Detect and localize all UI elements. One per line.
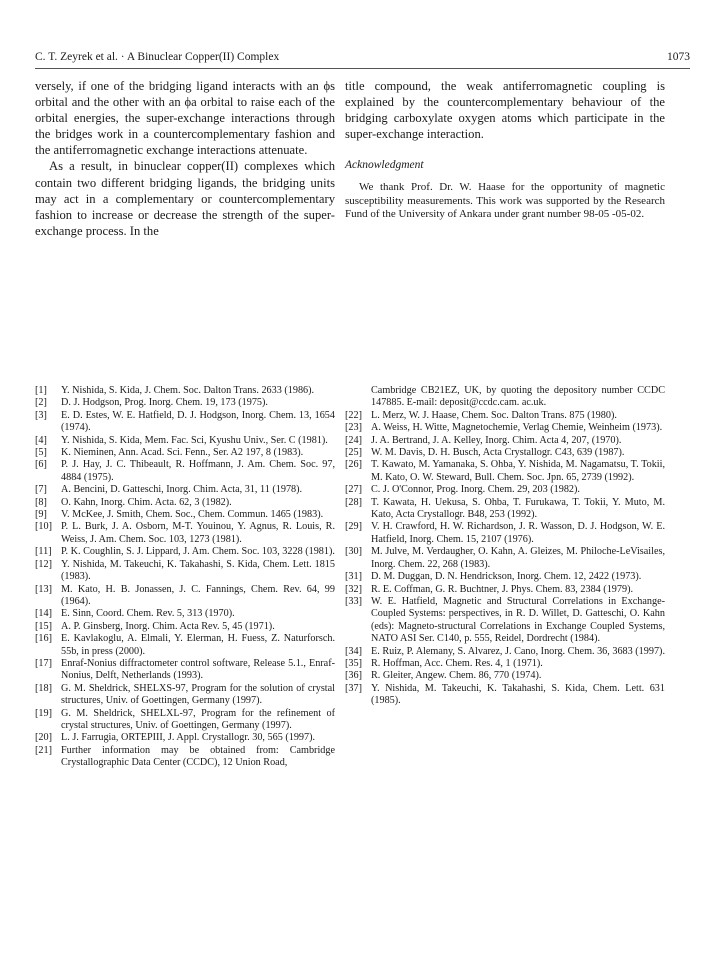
reference-number: [18] — [35, 682, 52, 694]
reference-text: W. E. Hatfield, Magnetic and Structural Correlations in Exchange-Coupled Systems: perspectives, in R. D. Willet, D. Gatteschi, O. Kahn (eds): Magneto-structural Correlations in Exchange Coupled Systems, NATO ASI Ser. C140, p. 555, Reidel, Dordrecht (1984). — [371, 595, 665, 645]
reference-entry — [345, 584, 665, 596]
reference-text: J. A. Bertrand, J. A. Kelley, Inorg. Chim. Acta 4, 207, (1970). — [371, 434, 622, 446]
reference-number: [8] — [35, 496, 47, 508]
reference-number: [3] — [35, 409, 47, 421]
reference-entry — [35, 732, 335, 744]
reference-text: Y. Nishida, S. Kida, J. Chem. Soc. Dalton Trans. 2633 (1986). — [61, 385, 315, 396]
reference-text: Y. Nishida, M. Takeuchi, K. Takahashi, S. Kida, Chem. Lett. 631 (1985). — [371, 682, 665, 707]
reference-text: Y. Nishida, S. Kida, Mem. Fac. Sci, Kyushu Univ., Ser. C (1981). — [61, 434, 328, 446]
reference-text: R. Hoffman, Acc. Chem. Res. 4, 1 (1971). — [371, 657, 543, 669]
reference-text: Further information may be obtained from: Cambridge Crystallographic Data Center (CCDC), 12 Union Road, — [61, 744, 335, 769]
reference-number: [28] — [345, 496, 362, 508]
reference-text: A. Weiss, H. Witte, Magnetochemie, Verlag Chemie, Weinheim (1973). — [371, 422, 663, 434]
reference-number: [5] — [35, 447, 47, 459]
body-column-right — [345, 78, 665, 222]
reference-entry — [35, 509, 335, 521]
reference-number: [15] — [35, 620, 52, 632]
reference-text: M. Julve, M. Verdaugher, O. Kahn, A. Gleizes, M. Philoche-LeVisailes, Inorg. Chem. 22, 268 (1983). — [371, 546, 665, 570]
reference-number: [19] — [35, 707, 52, 719]
reference-text: R. Gleiter, Angew. Chem. 86, 770 (1974). — [371, 670, 542, 682]
reference-entry — [345, 670, 665, 682]
reference-number: [17] — [35, 657, 52, 669]
reference-entry — [35, 459, 335, 484]
reference-entry — [35, 497, 335, 509]
reference-number: [25] — [345, 447, 362, 459]
reference-number: [2] — [35, 397, 47, 409]
reference-text: Y. Nishida, M. Takeuchi, K. Takahashi, S. Kida, Chem. Lett. 1815 (1983). — [61, 558, 335, 583]
reference-text: T. Kawata, H. Uekusa, S. Ohba, T. Furukawa, T. Tokii, Y. Muto, M. Kato, Acta Crystallogr. B48, 253 (1992). — [371, 496, 665, 521]
reference-entry — [345, 571, 665, 583]
reference-entry — [345, 447, 665, 459]
running-title: C. T. Zeyrek et al. · A Binuclear Copper(II) Complex — [35, 51, 280, 63]
reference-entry — [35, 447, 335, 459]
reference-text: M. Kato, H. B. Jonassen, J. C. Fannings, Chem. Rev. 64, 99 (1964). — [61, 583, 335, 607]
reference-text: W. M. Davis, D. H. Busch, Acta Crystallogr. C43, 639 (1987). — [371, 447, 625, 459]
reference-entry — [345, 596, 665, 646]
reference-number: [26] — [345, 459, 362, 471]
reference-text: G. M. Sheldrick, SHELXS-97, Program for the solution of crystal structures, Univ. of Goettingen, Germany (1997). — [61, 682, 335, 707]
reference-number: [11] — [35, 546, 52, 558]
reference-number: [27] — [345, 484, 362, 496]
reference-text: P. J. Hay, J. C. Thibeault, R. Hoffmann, J. Am. Chem. Soc. 97, 4884 (1975). — [61, 459, 335, 483]
reference-text: D. J. Hodgson, Prog. Inorg. Chem. 19, 173 (1975). — [61, 397, 268, 409]
reference-number: [10] — [35, 521, 52, 533]
reference-text: E. Kavlakoglu, A. Elmali, Y. Elerman, H. Fuess, Z. Naturforsch. 55b, in press (2000). — [61, 633, 335, 657]
reference-number: [1] — [35, 385, 47, 396]
reference-text: V. McKee, J. Smith, Chem. Soc., Chem. Commun. 1465 (1983). — [61, 509, 324, 521]
reference-entry — [35, 745, 335, 770]
reference-number: [23] — [345, 422, 362, 434]
running-header — [35, 50, 690, 69]
reference-number: [24] — [345, 434, 362, 446]
reference-number: [30] — [345, 546, 362, 558]
reference-text: A. P. Ginsberg, Inorg. Chim. Acta Rev. 5, 45 (1971). — [61, 620, 275, 632]
reference-number: [4] — [35, 434, 47, 446]
reference-entry — [35, 621, 335, 633]
references-right — [345, 385, 665, 708]
reference-entry — [35, 658, 335, 683]
body-column-left — [35, 78, 335, 239]
reference-text: E. Sinn, Coord. Chem. Rev. 5, 313 (1970). — [61, 608, 235, 620]
reference-entry — [345, 497, 665, 522]
body-paragraph: versely, if one of the bridging ligand interacts with an ϕs orbital and the other with an ϕa orbital to raise each of the orbital energies, the super-exchange interactions through the bridges work in a countercomplementary fashion and the antiferromagnetic exchange interactions attenuate. — [35, 79, 335, 158]
reference-text: E. D. Estes, W. E. Hatfield, D. J. Hodgson, Inorg. Chem. 13, 1654 (1974). — [61, 409, 335, 434]
reference-text: Cambridge CB21EZ, UK, by quoting the depository number CCDC 147885. E-mail: deposit@ccdc.cam. ac.uk. — [371, 385, 665, 409]
reference-number: [7] — [35, 484, 47, 496]
reference-entry — [345, 484, 665, 496]
reference-text: P. L. Burk, J. A. Osborn, M-T. Youinou, Y. Agnus, R. Louis, R. Weiss, J. Am. Chem. Soc. 103, 1273 (1981). — [61, 521, 335, 545]
reference-entry — [35, 484, 335, 496]
reference-text: T. Kawato, M. Yamanaka, S. Ohba, Y. Nishida, M. Nagamatsu, T. Tokii, M. Kato, O. W. Steward, Bull. Chem. Soc. Jpn. 65, 2739 (1992). — [371, 459, 665, 483]
reference-number: [13] — [35, 583, 52, 595]
reference-entry — [345, 546, 665, 571]
reference-entry — [35, 559, 335, 584]
reference-number: [16] — [35, 633, 52, 645]
reference-number: [9] — [35, 509, 47, 521]
reference-entry — [345, 658, 665, 670]
reference-text: G. M. Sheldrick, SHELXL-97, Program for the refinement of crystal structures, Univ. of Goettingen, Germany (1997). — [61, 707, 335, 731]
acknowledgment-heading: Acknowledgment — [345, 159, 424, 172]
reference-number: [34] — [345, 645, 362, 657]
reference-entry — [35, 410, 335, 435]
reference-entry — [35, 546, 335, 558]
reference-text: Enraf-Nonius diffractometer control software, Release 5.1., Enraf-Nonius, Delft, Netherlands (1993). — [61, 657, 335, 682]
reference-number: [29] — [345, 521, 362, 533]
page-number: 1073 — [667, 51, 690, 63]
reference-number: [22] — [345, 409, 362, 421]
reference-entry — [35, 397, 335, 409]
reference-number: [14] — [35, 608, 52, 620]
reference-text: L. J. Farrugia, ORTEPIII, J. Appl. Crystallogr. 30, 565 (1997). — [61, 732, 316, 744]
reference-entry — [345, 683, 665, 708]
reference-text: K. Nieminen, Ann. Acad. Sci. Fenn., Ser. A2 197, 8 (1983). — [61, 447, 304, 459]
reference-entry — [35, 633, 335, 658]
reference-text: V. H. Crawford, H. W. Richardson, J. R. Wasson, D. J. Hodgson, W. E. Hatfield, Inorg. Chem. 15, 2107 (1976). — [371, 521, 665, 545]
reference-entry — [345, 385, 665, 410]
reference-number: [37] — [345, 682, 362, 694]
reference-text: O. Kahn, Inorg. Chim. Acta. 62, 3 (1982). — [61, 496, 232, 508]
body-paragraph: As a result, in binuclear copper(II) complexes which contain two different bridging ligands, the bridging units may act in a complementary or countercomplementary fashion to increase or decrease the strength of the super-exchange process. In the — [35, 159, 335, 238]
reference-text: E. Ruiz, P. Alemany, S. Alvarez, J. Cano, Inorg. Chem. 36, 3683 (1997). — [371, 645, 665, 657]
reference-entry — [345, 521, 665, 546]
reference-number: [36] — [345, 670, 362, 682]
reference-entry — [35, 608, 335, 620]
reference-number: [35] — [345, 657, 362, 669]
reference-entry — [35, 683, 335, 708]
reference-entry — [345, 459, 665, 484]
reference-entry — [35, 584, 335, 609]
reference-entry — [345, 410, 665, 422]
reference-number: [12] — [35, 558, 52, 570]
reference-entry — [35, 521, 335, 546]
reference-number: [6] — [35, 459, 47, 471]
acknowledgment-text: We thank Prof. Dr. W. Haase for the opportunity of magnetic susceptibility measurements. This work was supported by the Research Fund of the University of Ankara under grant number 98-05 -05-02. — [345, 181, 665, 221]
references-left — [35, 385, 335, 770]
reference-entry — [35, 385, 335, 397]
reference-text: C. J. O'Connor, Prog. Inorg. Chem. 29, 203 (1982). — [371, 484, 580, 496]
reference-text: R. E. Coffman, G. R. Buchtner, J. Phys. Chem. 83, 2384 (1979). — [371, 583, 634, 595]
reference-number: [20] — [35, 732, 52, 744]
reference-text: D. M. Duggan, D. N. Hendrickson, Inorg. Chem. 12, 2422 (1973). — [371, 571, 642, 583]
reference-number: [32] — [345, 583, 362, 595]
reference-entry — [345, 435, 665, 447]
reference-entry — [35, 435, 335, 447]
reference-entry — [345, 646, 665, 658]
reference-number: [33] — [345, 595, 362, 607]
reference-entry — [35, 708, 335, 733]
body-paragraph: title compound, the weak antiferromagnetic coupling is explained by the countercomplementary behaviour of the bridging carboxylate oxygen atoms which participate in the super-exchange interaction. — [345, 79, 665, 142]
reference-text: L. Merz, W. J. Haase, Chem. Soc. Dalton Trans. 875 (1980). — [371, 409, 617, 421]
reference-number: [31] — [345, 571, 362, 583]
reference-text: P. K. Coughlin, S. J. Lippard, J. Am. Chem. Soc. 103, 3228 (1981). — [61, 546, 335, 558]
reference-entry — [345, 422, 665, 434]
reference-text: A. Bencini, D. Gatteschi, Inorg. Chim. Acta, 31, 11 (1978). — [61, 484, 303, 496]
reference-number: [21] — [35, 744, 52, 756]
